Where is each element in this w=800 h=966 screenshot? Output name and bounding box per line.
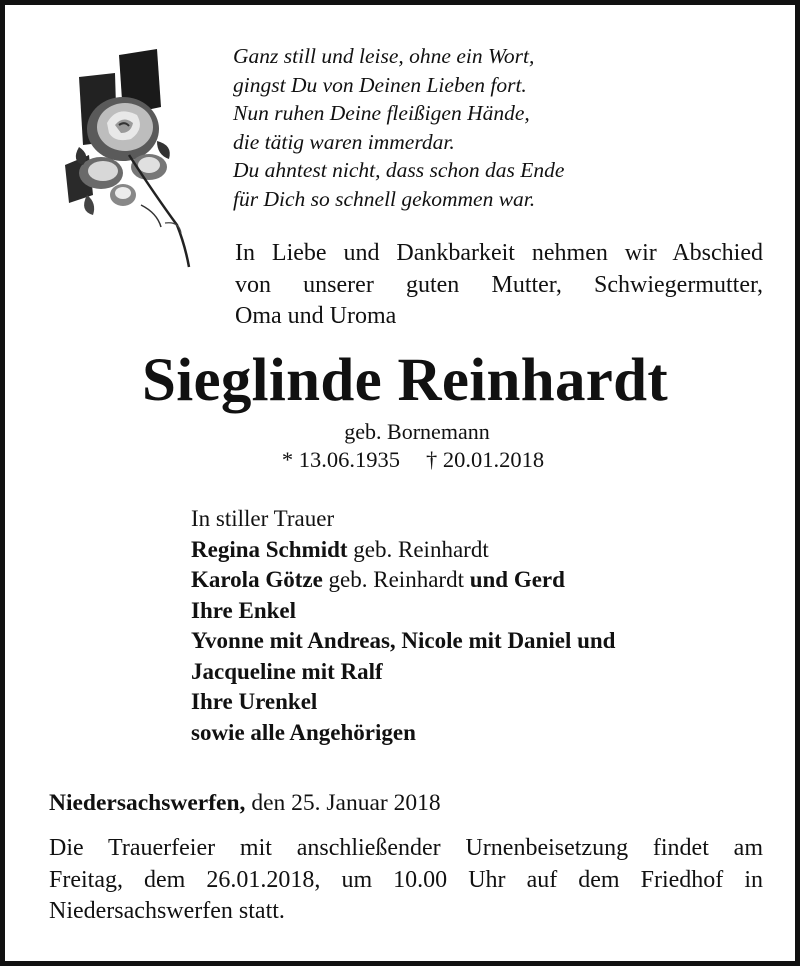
mourner-partner: und Gerd — [469, 567, 565, 592]
grandchildren-label: Ihre Enkel — [191, 597, 297, 623]
service-line: Die Trauerfeier mit anschließender Urnenbeisetzung findet am — [49, 835, 763, 861]
poem-line: Ganz still und leise, ohne ein Wort, — [233, 44, 535, 68]
grandchildren-line: Jacqueline mit Ralf — [191, 658, 383, 684]
great-grandchildren-label: Ihre Urenkel — [191, 689, 318, 714]
mourner-entry — [191, 565, 615, 596]
death-date: † 20.01.2018 — [426, 447, 545, 472]
mourner-name: Regina Schmidt — [191, 536, 348, 562]
poem — [233, 42, 564, 213]
funeral-service-info — [49, 833, 763, 928]
intro-line: von unserer guten Mutter, Schwiegermutter, — [235, 271, 763, 298]
mourners-list — [191, 504, 615, 748]
deceased-name: Sieglinde Reinhardt — [142, 347, 668, 414]
poem-line: Du ahntest nicht, dass schon das Ende — [233, 158, 565, 182]
farewell-intro — [235, 238, 763, 333]
rose-icon — [57, 45, 197, 269]
mourner-maiden: geb. Reinhardt — [322, 567, 470, 592]
grandchildren-line: Yvonne mit Andreas, Nicole mit Daniel und — [191, 628, 616, 653]
notice-date: den 25. Januar 2018 — [245, 790, 441, 816]
poem-line: die tätig waren immerdar. — [233, 129, 455, 154]
maiden-name: geb. Bornemann — [344, 419, 490, 444]
birth-date: * 13.06.1935 — [281, 447, 400, 472]
poem-line: für Dich so schnell gekommen war. — [233, 186, 536, 211]
service-line: Niedersachswerfen statt. — [49, 898, 285, 924]
mourner-entry — [191, 535, 615, 566]
poem-line: gingst Du von Deinen Lieben fort. — [233, 72, 527, 97]
place-date — [49, 788, 441, 818]
mourner-maiden: geb. Reinhardt — [347, 536, 489, 562]
service-line: Freitag, dem 26.01.2018, um 10.00 Uhr auf dem Friedhof in — [49, 866, 763, 893]
intro-line: In Liebe und Dankbarkeit nehmen wir Abschied — [235, 240, 763, 266]
life-dates — [5, 446, 800, 474]
place-name: Niedersachswerfen, — [49, 790, 246, 816]
mourners-heading: In stiller Trauer — [191, 506, 335, 531]
poem-line: Nun ruhen Deine fleißigen Hände, — [233, 101, 530, 125]
mourner-name: Karola Götze — [191, 567, 323, 592]
relatives-line: sowie alle Angehörigen — [191, 719, 416, 745]
intro-line: Oma und Uroma — [235, 303, 397, 329]
